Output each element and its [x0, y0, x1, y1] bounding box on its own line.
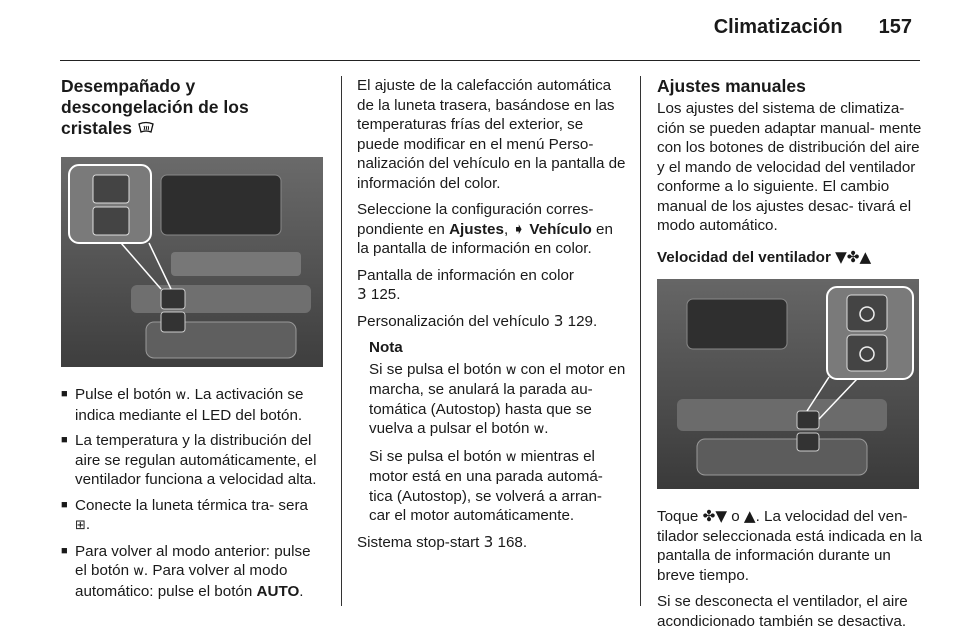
defrost-button-photo	[61, 157, 323, 367]
fan-button-photo	[657, 279, 919, 489]
column-divider	[341, 76, 342, 606]
fan-down-icon: ▼	[835, 247, 847, 266]
paragraph: Sistema stop-start 3 168.	[357, 532, 528, 551]
rear-defrost-icon: ⊞	[75, 518, 86, 533]
column-manual	[657, 76, 923, 638]
windshield-defrost-icon: ᴡ	[133, 564, 144, 579]
page-ref-icon: 3	[357, 285, 367, 303]
column-defrost	[61, 76, 323, 607]
paragraph: Pantalla de información en color 3 125.	[357, 266, 574, 303]
list-item: ■ La temperatura y la distribución del aire se regulan automáticamente, el ventilador funciona a velocidad alta.	[61, 431, 323, 490]
paragraph: Si se desconecta el ventilador, el aire acondicionado también se desactiva.	[657, 593, 908, 630]
paragraph: Seleccione la configuración corres- pondiente en Ajustes, ➧ Vehículo en la pantalla de información en color.	[357, 201, 613, 257]
paragraph: Los ajustes del sistema de climatiza- ción se pueden adaptar manual- mente con los botones de distribución del aire y el mando de velocidad del ventilador conforme a lo siguiente. El cambio manual de los ajustes desac- tivará el modo automático.	[657, 100, 922, 234]
fan-speed-heading: Velocidad del ventilador ▼✤▲	[657, 247, 872, 266]
paragraph: El ajuste de la calefacción automática de la luneta trasera, basándose en las temperaturas frías del exterior, se puede modificar en el menú Perso- nalización del vehículo en la pantalla de información del color.	[357, 77, 626, 192]
menu-arrow-icon: ➧	[512, 219, 526, 238]
header-divider	[60, 60, 920, 61]
fan-up-icon: ▲	[859, 247, 872, 266]
column-divider	[640, 76, 641, 606]
manual-heading: Ajustes manuales	[657, 76, 806, 96]
dashboard-illustration	[61, 157, 323, 367]
windshield-defrost-icon: ᴡ	[505, 362, 517, 378]
page-number: 157	[878, 16, 912, 38]
list-item: ■ Pulse el botón ᴡ. La activación se indica mediante el LED del botón.	[61, 385, 323, 425]
page-ref-icon: 3	[483, 532, 494, 551]
fan-dashboard-illustration	[657, 279, 919, 489]
page-ref-icon: 3	[553, 311, 564, 330]
paragraph: Toque ✤▼ o ▲. La velocidad del ven- tilador seleccionada está indicada en la pantalla de información durante un breve tiempo.	[657, 507, 923, 584]
fan-icon: ✤	[846, 247, 860, 266]
note-box	[369, 338, 627, 526]
fan-down-icon: ▼	[715, 507, 728, 525]
defrost-heading: Desempañado y descongelación de los cristales	[61, 76, 249, 138]
paragraph: Si se pulsa el botón ᴡ con el motor en marcha, se anulará la parada au- tomática (Autostop) hasta que se vuelva a pulsar el botón ᴡ.	[369, 360, 626, 437]
section-title: Climatización	[713, 16, 843, 38]
defrost-steps	[61, 385, 323, 601]
list-item: ■ Para volver al modo anterior: pulse el botón ᴡ. Para volver al modo automático: pulse el botón AUTO.	[61, 542, 323, 602]
list-item: ■ Conecte la luneta térmica tra- sera ⊞.	[61, 496, 323, 536]
windshield-defrost-icon: ᴡ	[533, 422, 545, 437]
note-title: Nota	[369, 339, 403, 356]
paragraph: Si se pulsa el botón ᴡ mientras el motor está en una parada automá- tica (Autostop), se volverá a arran- car el motor automáticamente.	[369, 447, 603, 524]
column-settings	[357, 76, 627, 559]
fan-icon: ✤	[702, 507, 716, 525]
page-header	[714, 16, 912, 39]
windshield-defrost-icon	[137, 120, 155, 136]
windshield-defrost-icon: ᴡ	[505, 449, 517, 465]
paragraph: Personalización del vehículo 3 129.	[357, 311, 598, 330]
windshield-defrost-icon: ᴡ	[175, 388, 187, 403]
fan-up-icon: ▲	[743, 507, 756, 525]
